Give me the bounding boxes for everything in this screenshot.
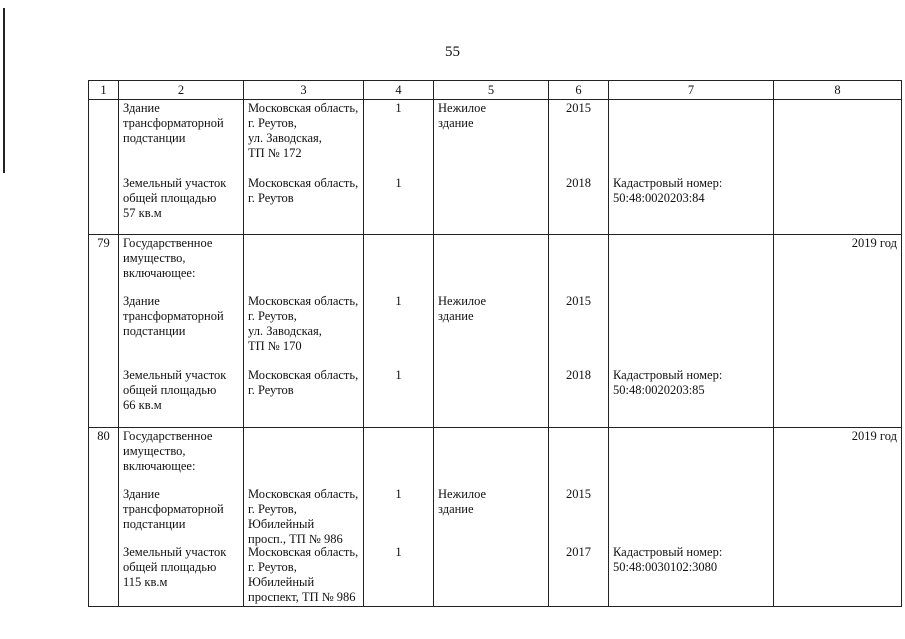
address-cell: Московская область, г. Реутов, ул. Заводская, ТП № 172 Московская область, г. Реутов xyxy=(244,100,364,235)
column-header-2: 2 xyxy=(119,81,244,100)
column-header-7: 7 xyxy=(609,81,774,100)
column-header-3: 3 xyxy=(244,81,364,100)
date-cell xyxy=(774,100,902,235)
column-number-header-row xyxy=(89,81,902,100)
quantity-cell: 1 1 xyxy=(364,235,434,428)
column-header-8: 8 xyxy=(774,81,902,100)
object-type-cell: Нежилое здание xyxy=(434,428,549,607)
object-type-cell: Нежилое здание xyxy=(434,235,549,428)
row-number-cell: 80 xyxy=(89,428,119,607)
table-row xyxy=(89,235,902,428)
object-name-cell: Государственное имущество, включающее: Здание трансформаторной подстанции Земельный участок общей площадью 115 кв.м xyxy=(119,428,244,607)
property-registry-table xyxy=(88,80,902,607)
note-cell: Кадастровый номер: 50:48:0030102:3080 xyxy=(609,428,774,607)
table-row xyxy=(89,428,902,607)
object-name-cell: Государственное имущество, включающее: Здание трансформаторной подстанции Земельный участок общей площадью 66 кв.м xyxy=(119,235,244,428)
address-cell: Московская область, г. Реутов, Юбилейный просп., ТП № 986 Московская область, г. Реутов, Юбилейный проспект, ТП № 986 xyxy=(244,428,364,607)
date-cell: 2019 год xyxy=(774,428,902,607)
address-cell: Московская область, г. Реутов, ул. Заводская, ТП № 170 Московская область, г. Реутов xyxy=(244,235,364,428)
year-cell: 2015 2017 xyxy=(549,428,609,607)
row-number-cell: 79 xyxy=(89,235,119,428)
binding-edge-line xyxy=(3,8,5,173)
page-number: 55 xyxy=(445,44,460,60)
quantity-cell: 1 1 xyxy=(364,428,434,607)
year-cell: 2015 2018 xyxy=(549,235,609,428)
object-name-cell: Здание трансформаторной подстанции Земельный участок общей площадью 57 кв.м xyxy=(119,100,244,235)
column-header-6: 6 xyxy=(549,81,609,100)
note-cell: Кадастровый номер: 50:48:0020203:84 xyxy=(609,100,774,235)
object-type-cell: Нежилое здание xyxy=(434,100,549,235)
year-cell: 2015 2018 xyxy=(549,100,609,235)
row-number-cell xyxy=(89,100,119,235)
date-cell: 2019 год xyxy=(774,235,902,428)
column-header-1: 1 xyxy=(89,81,119,100)
column-header-5: 5 xyxy=(434,81,549,100)
quantity-cell: 1 1 xyxy=(364,100,434,235)
note-cell: Кадастровый номер: 50:48:0020203:85 xyxy=(609,235,774,428)
column-header-4: 4 xyxy=(364,81,434,100)
table-row xyxy=(89,100,902,235)
